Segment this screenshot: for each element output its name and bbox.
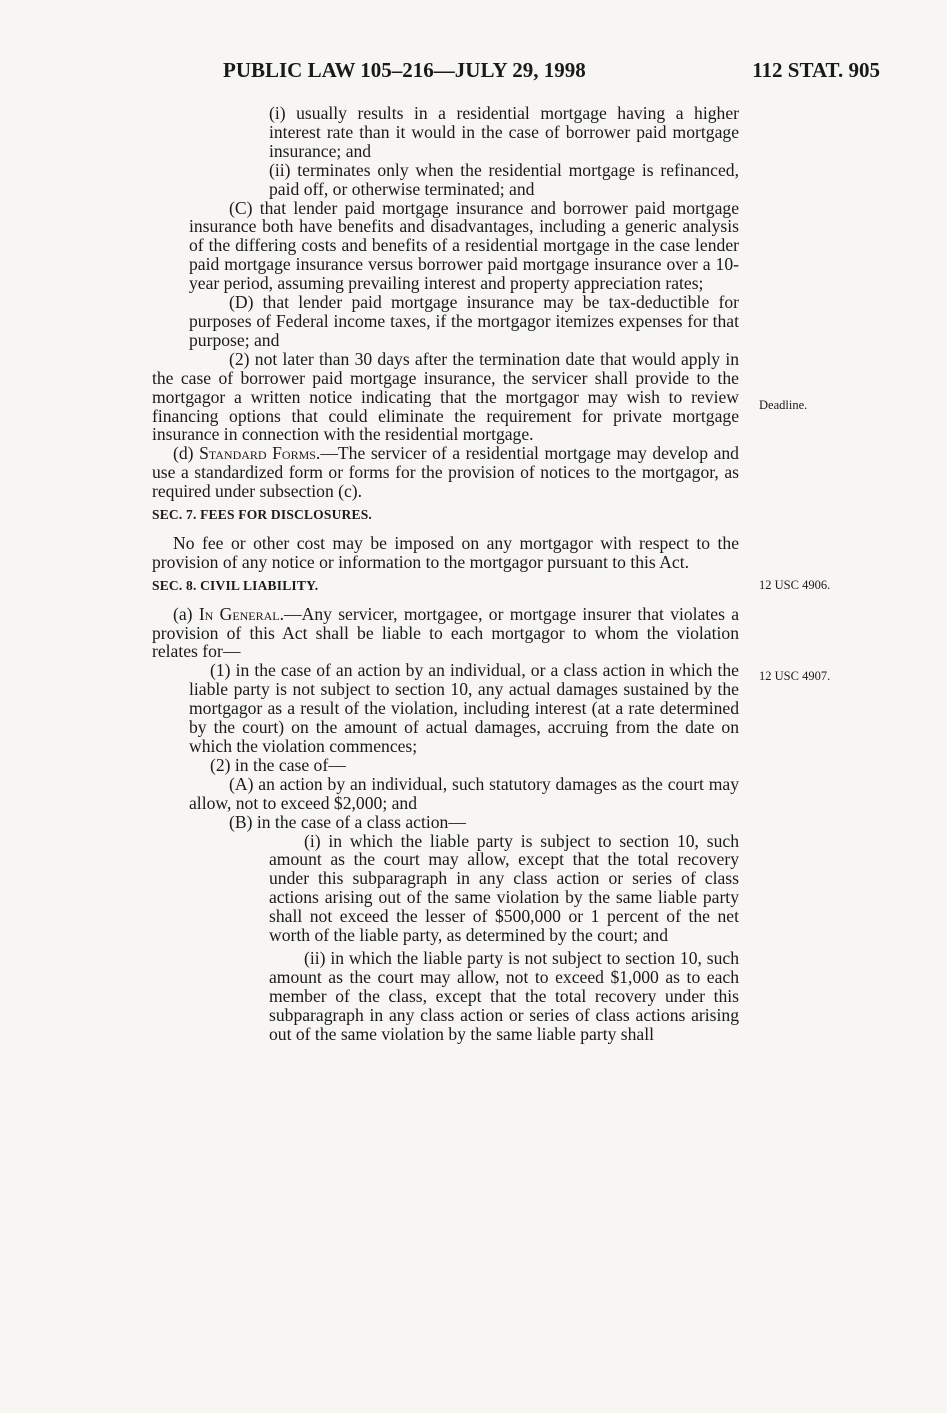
clause-i-higher-rate: (i) usually results in a residential mortgage having a higher interest rate than it would in the case of borrower paid mortgage insurance; and — [269, 103, 739, 161]
paragraph-2-notice: (2) not later than 30 days after the termination date that would apply in the case of borrower paid mortgage insurance, the servicer shall provide to the mortgagor a written notice indicating that the mortgagor may wish to review financing options that could eliminate the requirement for private mortgage insurance in connection with the residential mortgage. — [152, 348, 739, 445]
subsection-d-label: (d) — [173, 443, 200, 464]
header-stat-page: 112 STAT. 905 — [752, 58, 880, 82]
subsection-a-body: —Any servicer, mortgagee, or mortgage insurer that violates a provision of this Act shall be liable to each mortgagor to whom the violation relates for— — [152, 603, 739, 662]
margin-note-deadline: Deadline. — [759, 398, 808, 412]
paragraph-1-actual-damages: (1) in the case of an action by an individual, or a class action in which the liable party is not subject to section 10, any actual damages sustained by the mortgagor as a result of the violation, including interest (at a rate determined by the court) on the amount of actual damages, accruing from the date on which the violation commences; — [189, 660, 739, 756]
body-text — [152, 104, 739, 1044]
clause-c-benefits: (C) that lender paid mortgage insurance and borrower paid mortgage insurance both have benefits and disadvantages, including a generic analysis of the differing costs and benefits of a residential mortgage in the case lender paid mortgage insurance versus borrower paid mortgage insurance over a 10-year period, assuming prevailing interest and property appreciation rates; — [189, 197, 739, 294]
margin-note-usc-4906: 12 USC 4906. — [759, 578, 831, 592]
clause-ii-terminates: (ii) terminates only when the residential mortgage is refinanced, paid off, or otherwise terminated; and — [269, 159, 739, 199]
subsection-a-label: (a) — [173, 603, 199, 624]
section-7-body: No fee or other cost may be imposed on any mortgagor with respect to the provision of any notice or information to the mortgagor pursuant to this Act. — [152, 532, 739, 572]
subsection-d-heading: Standard Forms. — [199, 443, 321, 464]
subsection-d-body: —The servicer of a residential mortgage may develop and use a standardized form or forms for the provision of notices to the mortgagor, as required under subsection (c). — [152, 443, 739, 502]
header-law-citation: PUBLIC LAW 105–216—JULY 29, 1998 — [223, 58, 586, 82]
subparagraph-a-individual: (A) an action by an individual, such statutory damages as the court may allow, not to exceed $2,000; and — [189, 773, 739, 813]
clause-ii-not-subject: (ii) in which the liable party is not subject to section 10, such amount as the court may allow, not to exceed $1,000 as to each member of the class, except that the total recovery under this subparagraph in any class action or series of class actions arising out of the same violation by the same liable party shall — [269, 947, 739, 1044]
margin-note-usc-4907: 12 USC 4907. — [759, 669, 831, 683]
subparagraph-b-class-action: (B) in the case of a class action— — [229, 811, 466, 832]
clause-d-tax-deductible: (D) that lender paid mortgage insurance may be tax-deductible for purposes of Federal income taxes, if the mortgagor itemizes expenses for that purpose; and — [189, 292, 739, 350]
section-8-heading: SEC. 8. CIVIL LIABILITY. — [152, 577, 319, 593]
subsection-d-standard-forms — [152, 444, 739, 501]
paragraph-2-case-of: (2) in the case of— — [210, 754, 346, 775]
clause-i-subject-section-10: (i) in which the liable party is subject to section 10, such amount as the court may allow, except that the total recovery under this subparagraph in any class action or series of class actions arising out of the same violation by the same liable party shall not exceed the lesser of $500,000 or 1 percent of the net worth of the liable party, as determined by the court; and — [269, 830, 739, 946]
subsection-a-heading: In General. — [198, 603, 285, 624]
page-header — [200, 58, 880, 88]
subsection-a-general — [152, 605, 739, 662]
section-7-heading: SEC. 7. FEES FOR DISCLOSURES. — [152, 507, 372, 523]
